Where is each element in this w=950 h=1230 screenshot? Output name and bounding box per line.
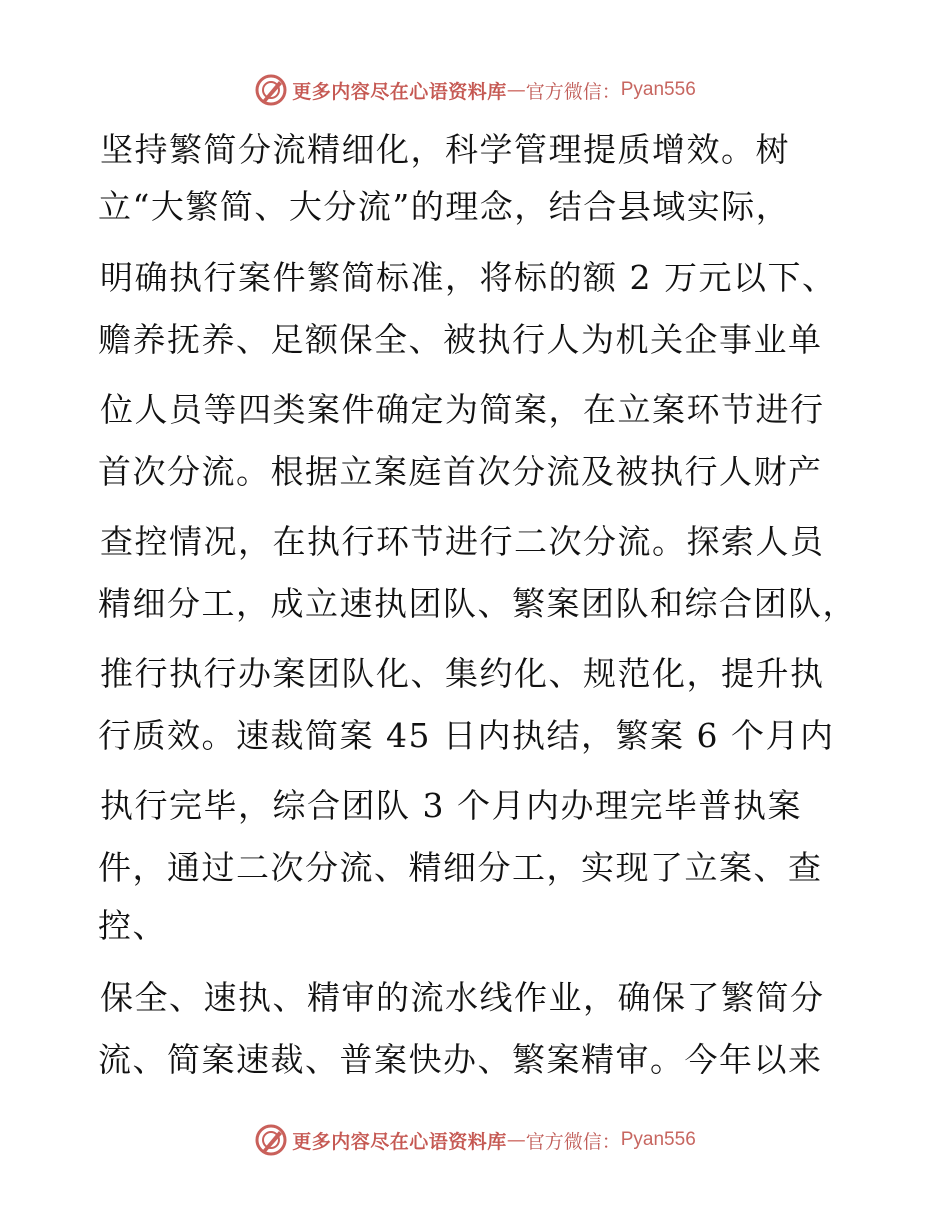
body-line: 查控情况，在执行环节进行二次分流。探索人员 xyxy=(100,522,825,561)
body-line: 行质效。速裁简案 45 日内执结，繁案 6 个月内 xyxy=(98,716,835,755)
footer-watermark xyxy=(0,1120,950,1160)
header-watermark xyxy=(0,70,950,110)
pen-logo-icon xyxy=(254,1123,288,1157)
watermark-dash: — xyxy=(506,1129,526,1151)
body-line: 推行执行办案团队化、集约化、规范化，提升执 xyxy=(100,654,825,693)
watermark-wechat-label: 官方微信： xyxy=(525,1130,621,1153)
body-line: 控、 xyxy=(98,906,167,945)
pen-logo-icon xyxy=(254,73,288,107)
body-line: 明确执行案件繁简标准，将标的额 2 万元以下、 xyxy=(100,258,837,297)
body-line: 赡养抚养、足额保全、被执行人为机关企事业单 xyxy=(98,320,823,359)
body-line: 保全、速执、精审的流水线作业，确保了繁简分 xyxy=(100,978,825,1017)
body-line: 首次分流。根据立案庭首次分流及被执行人财产 xyxy=(98,452,823,491)
watermark-text: 更多内容尽在心语资料库 xyxy=(292,80,507,103)
body-line: 位人员等四类案件确定为简案，在立案环节进行 xyxy=(100,390,825,429)
watermark-wechat-label: 官方微信： xyxy=(525,80,621,103)
watermark-wechat-id: Pyan556 xyxy=(620,1129,696,1150)
body-line: 立“大繁简、大分流”的理念，结合县域实际， xyxy=(98,187,791,226)
body-line: 坚持繁简分流精细化，科学管理提质增效。树 xyxy=(100,130,790,169)
body-line: 执行完毕，综合团队 3 个月内办理完毕普执案 xyxy=(100,786,802,825)
watermark-dash: — xyxy=(506,79,526,101)
watermark-wechat-id: Pyan556 xyxy=(620,79,696,100)
body-line: 精细分工，成立速执团队、繁案团队和综合团队， xyxy=(98,584,857,623)
body-line: 件，通过二次分流、精细分工，实现了立案、查 xyxy=(98,848,823,887)
body-line: 流、简案速裁、普案快办、繁案精审。今年以来 xyxy=(98,1040,823,1079)
watermark-text: 更多内容尽在心语资料库 xyxy=(292,1130,507,1153)
